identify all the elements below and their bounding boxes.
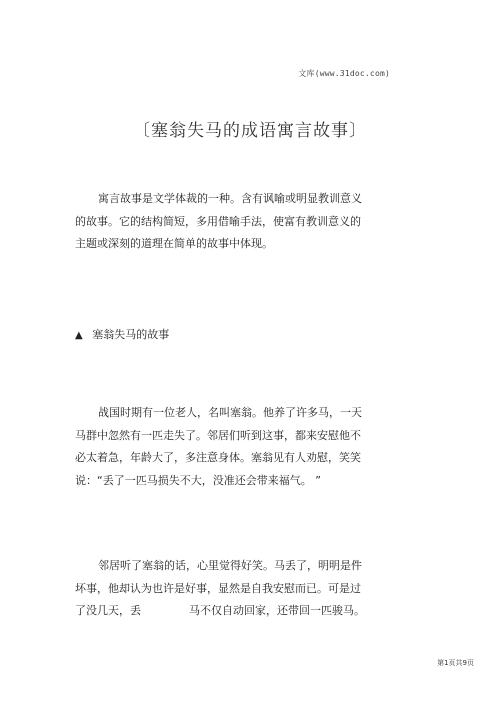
story-line: 坏事，他却认为也许是好事，显然是自我安慰而已。可是过 <box>75 581 361 595</box>
section-heading <box>75 326 169 342</box>
story-paragraph-2 <box>75 555 395 623</box>
document-title: 〔塞翁失马的成语寓言故事〕 <box>133 121 367 141</box>
intro-line: 主题或深刻的道理在简单的故事中体现。 <box>75 237 273 250</box>
intro-line: 寓言故事是文学体裁的一种。含有讽喻或明显教训意义 <box>98 192 362 205</box>
story-line <box>75 600 395 623</box>
section-heading-text: 塞翁失马的故事 <box>92 328 170 341</box>
intro-paragraph <box>75 188 395 256</box>
story-line: 马群中忽然有一匹走失了。邻居们听到这事，都来安慰他不 <box>75 428 361 442</box>
story-paragraph-1 <box>75 402 395 492</box>
story-line-end: 马不仅自动回家，还带回一匹骏马。 <box>189 604 365 617</box>
triangle-icon: ▲ <box>75 330 83 341</box>
story-line: 战国时期有一位老人，名叫塞翁。他养了许多马，一天 <box>98 406 362 419</box>
story-line: 说：“丢了一匹马损失不大，没准还会带来福气。 ” <box>75 473 321 487</box>
story-line: 邻居听了塞翁的话，心里觉得好笑。马丢了，明明是件 <box>98 559 362 572</box>
intro-line: 的故事。它的结构简短，多用借喻手法，使富有教训意义的 <box>75 214 361 228</box>
source-header: 文库(www.31doc.com) <box>298 69 390 78</box>
page-number: 第1页共9页 <box>437 659 474 667</box>
story-line-start: 了没几天，丢 <box>75 604 141 617</box>
story-line: 必太着急，年龄大了，多注意身体。塞翁见有人劝慰，笑笑 <box>75 451 361 464</box>
